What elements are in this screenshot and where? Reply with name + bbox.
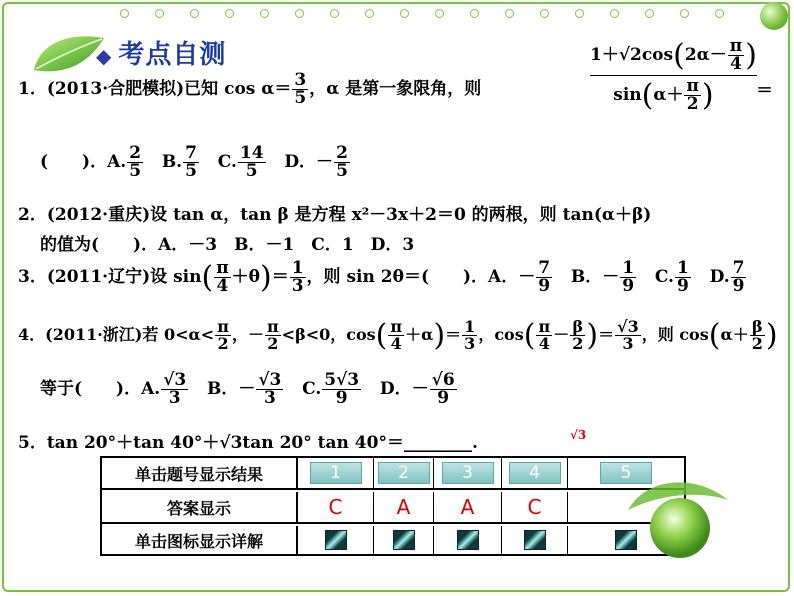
row-label-numbers: 单击题号显示结果 xyxy=(102,458,298,488)
table-row-answers xyxy=(102,492,684,524)
table-row-details xyxy=(102,526,684,554)
question-number-button-1[interactable]: 1 xyxy=(310,462,362,484)
question-number-button-3[interactable]: 3 xyxy=(442,462,494,484)
detail-icon-2[interactable] xyxy=(393,530,415,550)
row-label-details: 单击图标显示详解 xyxy=(102,526,298,554)
question-1-equals: ＝ xyxy=(756,81,773,101)
row-label-answers: 答案显示 xyxy=(102,492,298,522)
question-4-line1: 4．(2011·浙江)若 0<α< $\frac{\pi}{2}$ ，－ $\frac{\pi}{2}$ <β<0，cos( $\frac{\pi}{4}$ ＋α)＝ $\frac{1}{3}$ ，cos( $\frac{\pi}{4}$ － $\frac{\beta}{2}$ )＝ $\frac{√3}{3}$ ，则 cos(α＋ $\frac{\beta}{2}$ ) xyxy=(18,317,778,353)
answer-1: C xyxy=(328,495,343,519)
answer-3: A xyxy=(460,495,475,519)
green-ball-decoration xyxy=(618,470,738,565)
question-number-button-5[interactable]: 5 xyxy=(600,462,652,484)
question-2-line1: 2．(2012·重庆)设 tan α，tan β 是方程 x²－3x＋2＝0 的两根，则 tan(α＋β) xyxy=(18,205,652,225)
table-row-numbers xyxy=(102,458,684,490)
question-2-line2: 的值为( )．A．－3 B．－1 C．1 D．3 xyxy=(40,235,415,255)
top-dot-border xyxy=(120,3,780,13)
question-1-expression: 1＋√2cos(2α－ $\frac{\pi}{4}$ ) sin(α＋ $\frac{\pi}{2}$ ) xyxy=(590,36,757,114)
question-5-answer-hint[interactable]: √3 xyxy=(570,428,587,442)
question-1-options: ( )．A. $\frac{2}{5}$ B. $\frac{7}{5}$ C. $\frac{14}{5}$ D．－ $\frac{2}{5}$ xyxy=(40,143,348,181)
diamond-icon: ◆ xyxy=(96,44,113,68)
answer-2: A xyxy=(396,495,411,519)
question-5: 5．tan 20°＋tan 40°＋√3tan 20° tan 40°＝________. xyxy=(18,433,478,453)
detail-icon-3[interactable] xyxy=(457,530,479,550)
question-number-button-2[interactable]: 2 xyxy=(378,462,430,484)
detail-icon-1[interactable] xyxy=(325,530,347,550)
question-4-line2: 等于( )．A. $\frac{√3}{3}$ B．－ $\frac{√3}{3}$ C. $\frac{5√3}{9}$ D．－ $\frac{√6}{9}$ xyxy=(40,370,455,408)
question-number-button-4[interactable]: 4 xyxy=(509,462,561,484)
detail-icon-4[interactable] xyxy=(524,530,546,550)
answer-table xyxy=(100,456,686,556)
corner-ball-decoration xyxy=(760,2,788,30)
question-3: 3．(2011·辽宁)设 sin( $\frac{\pi}{4}$ ＋θ)＝ $\frac{1}{3}$ ，则 sin 2θ＝( )．A．－ $\frac{7}{9}$ B．－ $\frac{1}{9}$ C. $\frac{1}{9}$ D. $\frac{7}{9}$ xyxy=(18,258,745,296)
question-1-line1: 1．(2013·合肥模拟)已知 cos α＝ $\frac{3}{5}$ ，α 是第一象限角，则 xyxy=(18,70,482,108)
answer-4: C xyxy=(527,495,542,519)
page-title: ◆ 考点自测 xyxy=(96,40,227,70)
